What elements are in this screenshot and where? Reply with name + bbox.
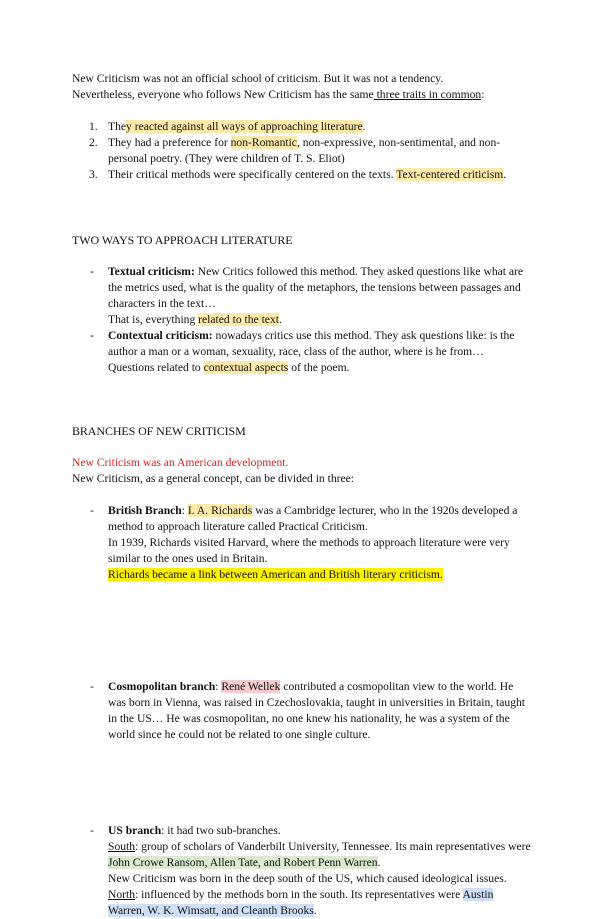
list-item: 3. Their critical methods were specifically centered on the texts. Text-centered criticism.: [89, 168, 507, 181]
branches-intro-text: New Criticism, as a general concept, can be divided in three:: [72, 472, 355, 485]
term-british-branch: British Branch: [108, 504, 182, 517]
highlight: Text-centered criticism: [396, 168, 504, 181]
list-item-us-branch: - US branch: it had two sub-branches. South: group of scholars of Vanderbilt University, Tennessee. Its main representatives were John Crowe Ransom, Allen Tate, and Robert Penn Warren. New Criticism was born in the deep south of the US, which caused ideological issues. North: influenced by the methods born in the south. Its representatives were Austin Warren, W. K. Wimsatt, and Cleanth Brooks.: [90, 824, 531, 917]
north-label: North: [108, 888, 136, 901]
highlight: y reacted against all ways of approaching literature: [126, 120, 363, 133]
highlight: related to the text: [198, 313, 279, 326]
highlight: Austin Warren, W. K. Wimsatt, and Cleanth Brooks: [108, 888, 494, 917]
intro-paragraph: [72, 71, 532, 103]
term-contextual-criticism: Contextual criticism:: [108, 329, 213, 342]
traits-list: [72, 119, 532, 183]
two-ways-heading: TWO WAYS TO APPROACH LITERATURE: [72, 233, 293, 247]
american-development-note: New Criticism was an American development.: [72, 456, 289, 469]
intro-line-2: Nevertheless, everyone who follows New Criticism has the same three traits in common:: [72, 88, 485, 101]
term-us-branch: US branch: [108, 824, 162, 837]
list-item-cosmopolitan-branch: - Cosmopolitan branch: René Wellek contributed a cosmopolitan view to the world. He was born in Vienna, was raised in Czechoslovakia, taught in universities in Britain, taught in the US… He was cosmopolitan, no one knew his nationality, he was a system of the world since he could not be related to one single culture.: [90, 680, 526, 741]
list-item-british-branch: - British Branch: I. A. Richards was a Cambridge lecturer, who in the 1920s developed a method to approach literature called Practical Criticism. In 1939, Richards visited Harvard, where the methods to approach literature were very similar to the ones used in Britain. Richards became a link between American and British literary criticism.: [90, 504, 518, 581]
highlight: René Wellek: [221, 680, 281, 693]
list-item: 2. They had a preference for non-Romantic, non-expressive, non-sentimental, and non-personal poetry. (They were children of T. S. Eliot): [89, 136, 501, 165]
list-item-contextual: - Contextual criticism: nowadays critics use this method. They ask questions like: is the author a man or a woman, sexuality, race, class of the author, where is he from… Questions related to contextual aspects of the poem.: [90, 329, 515, 374]
highlight: Richards became a link between American and British literary criticism.: [108, 568, 443, 581]
list-item-textual: - Textual criticism: New Critics followed this method. They asked questions like what are the metrics used, what is the quality of the metaphors, the tensions between passages and characters in the text… That is, everything related to the text.: [90, 265, 524, 326]
branches-intro: [72, 455, 532, 487]
term-textual-criticism: Textual criticism:: [108, 265, 195, 278]
two-ways-list: [72, 264, 532, 376]
branches-heading: BRANCHES OF NEW CRITICISM: [72, 424, 246, 438]
intro-line-1: New Criticism was not an official school of criticism. But it was not a tendency.: [72, 72, 444, 85]
list-item: 1. They reacted against all ways of approaching literature.: [89, 120, 366, 133]
highlight: John Crowe Ransom, Allen Tate, and Robert Penn Warren: [108, 856, 378, 869]
highlight: I. A. Richards: [187, 504, 253, 517]
south-label: South: [108, 840, 136, 853]
highlight: non-Romantic: [230, 136, 297, 149]
highlight: contextual aspects: [203, 361, 289, 374]
three-traits-underlined: three traits in common: [373, 88, 482, 101]
term-cosmopolitan-branch: Cosmopolitan branch: [108, 680, 216, 693]
